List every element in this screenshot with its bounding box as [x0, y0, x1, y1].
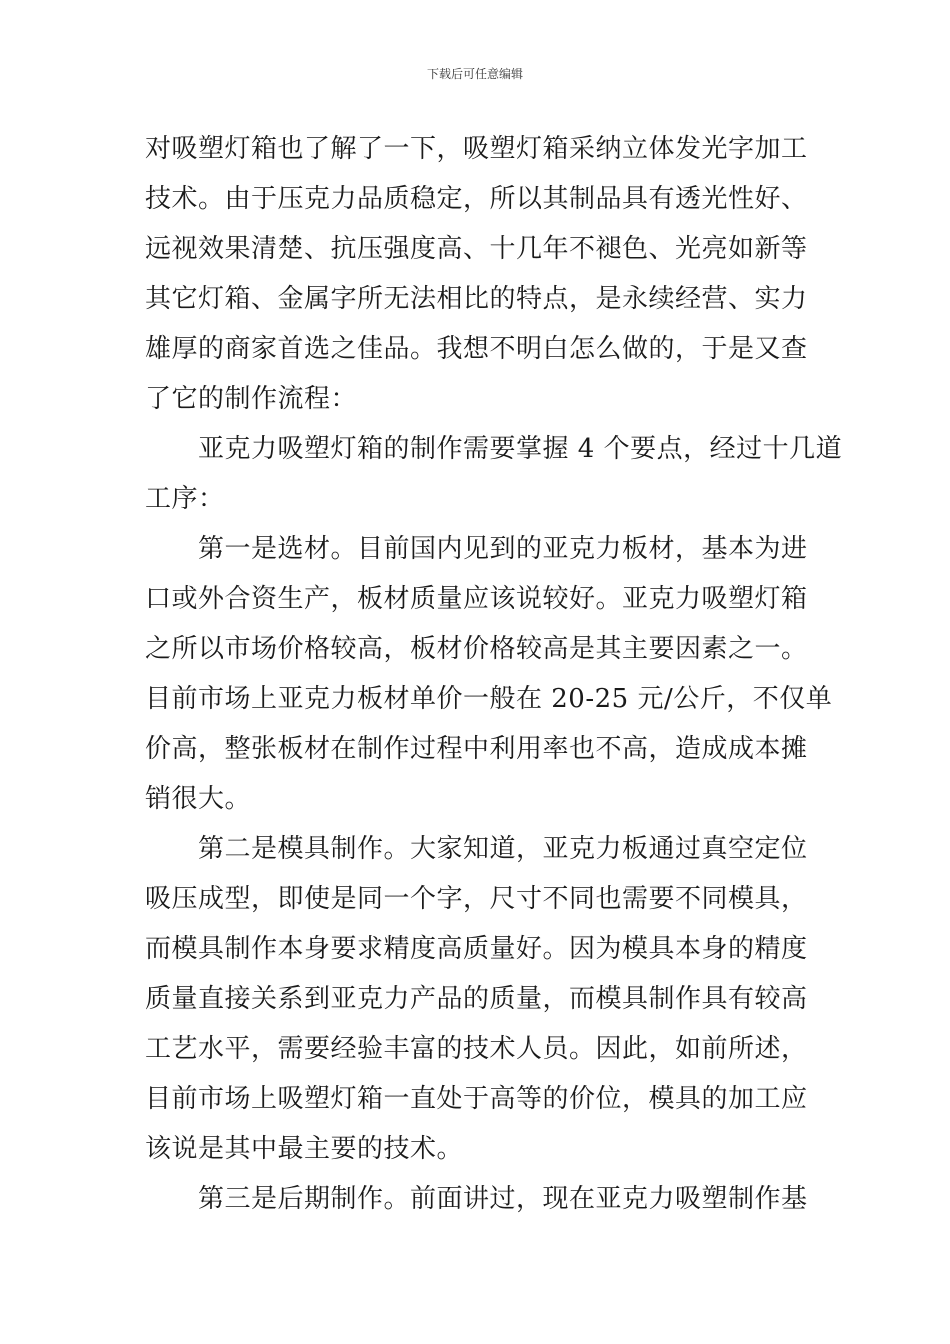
- document-body: [145, 124, 843, 1224]
- text-line: 技术。由于压克力品质稳定，所以其制品具有透光性好、: [145, 184, 808, 214]
- text-line: 工艺水平，需要经验丰富的技术人员。因此，如前所述，: [145, 1034, 808, 1064]
- text-line: 工序：: [145, 484, 225, 514]
- text-line: 目前市场上吸塑灯箱一直处于高等的价位，模具的加工应: [145, 1084, 808, 1114]
- text-line: 第三是后期制作。前面讲过，现在亚克力吸塑制作基: [198, 1184, 808, 1214]
- paragraph-continuation: [145, 124, 810, 424]
- text-line: 质量直接关系到亚克力产品的质量，而模具制作具有较高: [145, 984, 808, 1014]
- paragraph-intro: [145, 424, 843, 524]
- text-line: 销很大。: [145, 784, 252, 814]
- text-line: 而模具制作本身要求精度高质量好。因为模具本身的精度: [145, 934, 808, 964]
- text-line: 价高，整张板材在制作过程中利用率也不高，造成成本摊: [145, 734, 808, 764]
- paragraph-material: [145, 524, 833, 824]
- paragraph-post-production: [145, 1174, 810, 1224]
- text-line: 远视效果清楚、抗压强度高、十几年不褪色、光亮如新等: [145, 234, 808, 264]
- text-line: 雄厚的商家首选之佳品。我想不明白怎么做的，于是又查: [145, 334, 808, 364]
- text-line: 了它的制作流程：: [145, 384, 358, 414]
- text-line: 第一是选材。目前国内见到的亚克力板材，基本为进: [198, 534, 808, 564]
- text-line: 之所以市场价格较高，板材价格较高是其主要因素之一。: [145, 634, 808, 664]
- paragraph-mold: [145, 824, 810, 1174]
- page-header: 下载后可任意编辑: [426, 67, 523, 81]
- text-line: 第二是模具制作。大家知道，亚克力板通过真空定位: [198, 834, 808, 864]
- text-line: 该说是其中最主要的技术。: [145, 1134, 464, 1164]
- text-line: 口或外合资生产，板材质量应该说较好。亚克力吸塑灯箱: [145, 584, 808, 614]
- text-line: 目前市场上亚克力板材单价一般在 20-25 元/公斤，不仅单: [145, 684, 833, 714]
- text-line: 其它灯箱、金属字所无法相比的特点，是永续经营、实力: [145, 284, 808, 314]
- text-line: 吸压成型，即使是同一个字，尺寸不同也需要不同模具，: [145, 884, 808, 914]
- text-line: 亚克力吸塑灯箱的制作需要掌握 4 个要点，经过十几道: [198, 434, 843, 464]
- text-line: 对吸塑灯箱也了解了一下，吸塑灯箱采纳立体发光字加工: [145, 134, 808, 164]
